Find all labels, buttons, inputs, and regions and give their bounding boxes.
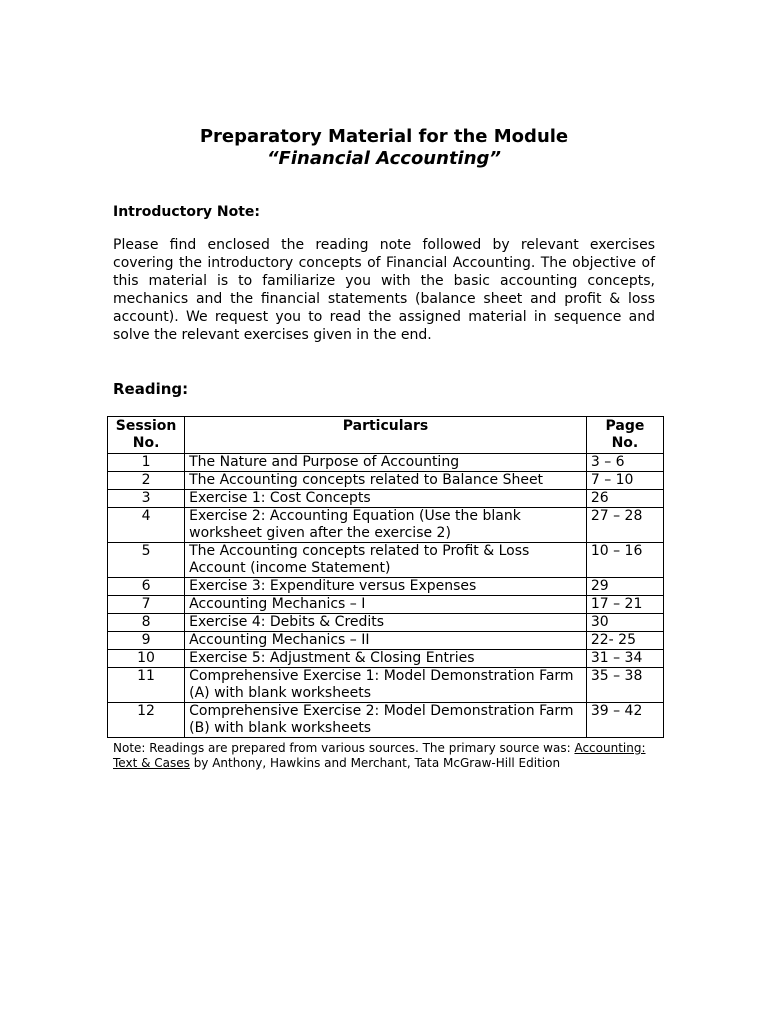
note-book-title: Accounting: Text & Cases [113, 741, 646, 770]
page-cell: 7 – 10 [586, 472, 663, 490]
session-cell: 1 [108, 454, 185, 472]
session-column-header: Session No. [108, 417, 185, 454]
table-row [108, 508, 664, 543]
session-cell: 2 [108, 472, 185, 490]
particulars-cell: Exercise 5: Adjustment & Closing Entries [185, 650, 587, 668]
table-row [108, 490, 664, 508]
introductory-note-text: Please find enclosed the reading note followed by relevant exercises covering the introductory concepts of Financial Accounting. The objective of this material is to familiarize you with the basic accounting concepts, mechanics and the financial statements (balance sheet and profit & loss account). We request you to read the assigned material in sequence and solve the relevant exercises given in the end. [113, 237, 655, 343]
introductory-note-heading: Introductory Note: [113, 204, 261, 220]
table-row [108, 650, 664, 668]
session-cell: 9 [108, 632, 185, 650]
table-row [108, 543, 664, 578]
particulars-cell: Comprehensive Exercise 1: Model Demonstration Farm (A) with blank worksheets [185, 668, 587, 703]
reading-heading: Reading: [113, 380, 189, 398]
table-row [108, 632, 664, 650]
table-row [108, 668, 664, 703]
session-cell: 7 [108, 596, 185, 614]
table-row [108, 614, 664, 632]
particulars-cell: Exercise 1: Cost Concepts [185, 490, 587, 508]
particulars-cell: Accounting Mechanics – II [185, 632, 587, 650]
page-cell: 30 [586, 614, 663, 632]
session-cell: 3 [108, 490, 185, 508]
page-cell: 10 – 16 [586, 543, 663, 578]
particulars-cell: The Accounting concepts related to Balance Sheet [185, 472, 587, 490]
session-cell: 12 [108, 703, 185, 738]
note-prefix: Note: Readings are prepared from various sources. The primary source was: [113, 741, 575, 755]
note-suffix: by Anthony, Hawkins and Merchant, Tata McGraw-Hill Edition [189, 756, 561, 770]
session-cell: 8 [108, 614, 185, 632]
particulars-cell: Exercise 3: Expenditure versus Expenses [185, 578, 587, 596]
particulars-cell: Accounting Mechanics – I [185, 596, 587, 614]
table-header-row [108, 417, 664, 454]
particulars-cell: Comprehensive Exercise 2: Model Demonstration Farm (B) with blank worksheets [185, 703, 587, 738]
session-cell: 6 [108, 578, 185, 596]
page-cell: 22- 25 [586, 632, 663, 650]
session-cell: 10 [108, 650, 185, 668]
source-note [113, 741, 673, 771]
document-subtitle: “Financial Accounting” [266, 148, 502, 169]
page-cell: 17 – 21 [586, 596, 663, 614]
table-row [108, 578, 664, 596]
table-row [108, 454, 664, 472]
page-cell: 39 – 42 [586, 703, 663, 738]
page-cell: 31 – 34 [586, 650, 663, 668]
document-title: Preparatory Material for the Module [199, 126, 569, 147]
page-cell: 3 – 6 [586, 454, 663, 472]
particulars-cell: Exercise 2: Accounting Equation (Use the blank worksheet given after the exercise 2) [185, 508, 587, 543]
particulars-cell: The Nature and Purpose of Accounting [185, 454, 587, 472]
session-cell: 11 [108, 668, 185, 703]
page-cell: 27 – 28 [586, 508, 663, 543]
reading-table-body [108, 454, 664, 738]
particulars-column-header: Particulars [185, 417, 587, 454]
table-row [108, 703, 664, 738]
table-row [108, 596, 664, 614]
session-cell: 5 [108, 543, 185, 578]
particulars-cell: The Accounting concepts related to Profit & Loss Account (income Statement) [185, 543, 587, 578]
session-cell: 4 [108, 508, 185, 543]
page-column-header: Page No. [586, 417, 663, 454]
page-cell: 26 [586, 490, 663, 508]
table-row [108, 472, 664, 490]
page-cell: 29 [586, 578, 663, 596]
page-cell: 35 – 38 [586, 668, 663, 703]
reading-table [107, 416, 664, 738]
particulars-cell: Exercise 4: Debits & Credits [185, 614, 587, 632]
